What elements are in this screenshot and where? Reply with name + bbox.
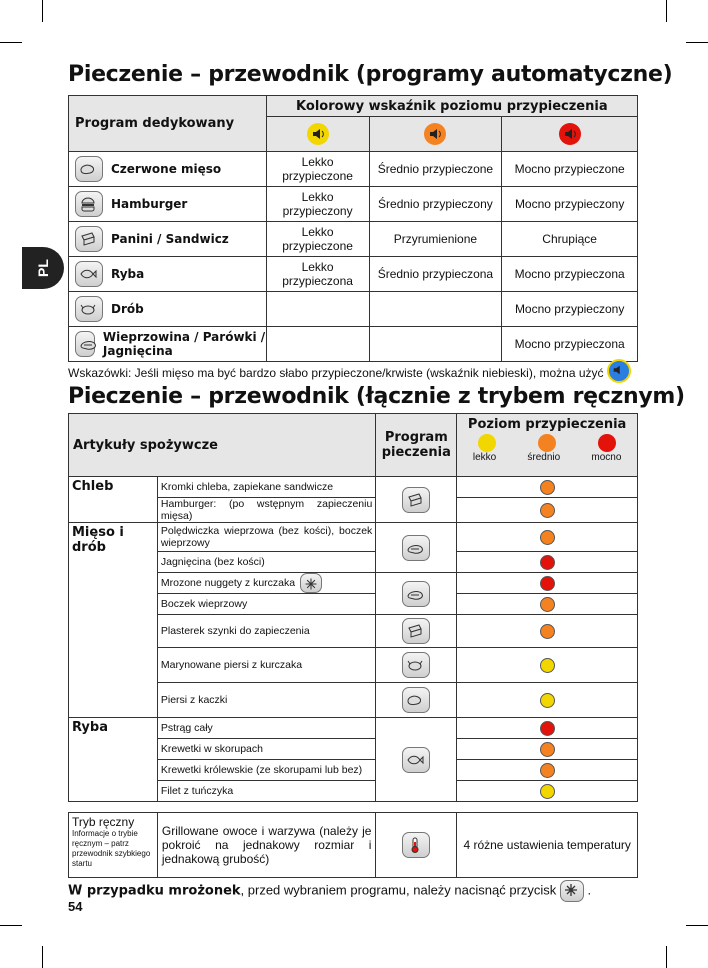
section2-title: Pieczenie – przewodnik (łącznie z trybem ręcznym): [68, 384, 685, 409]
light-level-text: [266, 292, 369, 327]
program-row: [69, 222, 638, 257]
page-number: 54: [68, 899, 83, 914]
medium-level-dot: [540, 742, 555, 757]
col-level-title: Poziom przypieczenia: [467, 417, 627, 432]
medium-level-text: Średnio przypieczony: [369, 187, 502, 222]
food-item: Mrozone nuggety z kurczaka: [157, 573, 375, 594]
level-cell: [457, 760, 638, 781]
manual-program-cell: [376, 813, 457, 878]
program-name: Drób: [111, 302, 144, 316]
medium-level-text: Przyrumienione: [369, 222, 502, 257]
level-cell: [457, 573, 638, 594]
poultry-icon: [75, 296, 103, 322]
program-cell: [69, 222, 267, 257]
medium-level-dot: [540, 530, 555, 545]
level-cell: [457, 648, 638, 683]
food-row: [69, 718, 638, 739]
program-cell: [69, 257, 267, 292]
program-cell: [376, 615, 457, 648]
food-item: Kromki chleba, zapiekane sandwicze: [157, 477, 375, 498]
program-name: Czerwone mięso: [111, 162, 222, 176]
program-name: Hamburger: [111, 197, 188, 211]
light-level-dot: [540, 784, 555, 799]
program-cell: [376, 477, 457, 523]
food-group: Mięso i drób: [69, 523, 158, 718]
level-cell: [457, 594, 638, 615]
strong-level-icon: [598, 434, 616, 452]
light-level-icon: [478, 434, 496, 452]
program-row: [69, 292, 638, 327]
food-item: Polędwiczka wieprzowa (bez kości), boczek wieprzowy: [157, 523, 375, 552]
sandwich-icon: [75, 226, 103, 252]
food-item: Krewetki w skorupach: [157, 739, 375, 760]
light-level-text: Lekko przypieczone: [266, 152, 369, 187]
level-cell: [457, 523, 638, 552]
strong-level-dot: [540, 576, 555, 591]
program-name: Wieprzowina / Parówki / Jagnięcina: [102, 330, 266, 358]
program-cell: [376, 523, 457, 573]
indicator-strong: [502, 117, 638, 152]
food-item: Piersi z kaczki: [157, 683, 375, 718]
program-row: [69, 187, 638, 222]
medium-level-dot: [540, 763, 555, 778]
food-group: Ryba: [69, 718, 158, 802]
snowflake-icon: [300, 573, 322, 593]
footer-end: .: [587, 882, 592, 898]
level-label-light: lekko: [472, 452, 497, 463]
poultry-icon: [402, 652, 430, 678]
indicator-medium: [369, 117, 502, 152]
manual-result: 4 różne ustawienia temperatury: [457, 813, 638, 878]
language-tab: [22, 247, 64, 289]
food-group: Chleb: [69, 477, 158, 523]
crop-mark: [666, 0, 667, 22]
snowflake-button-icon: [560, 880, 584, 902]
meat-icon: [402, 687, 430, 713]
program-row: [69, 257, 638, 292]
manual-guide-table: [68, 413, 638, 802]
medium-level-dot: [540, 624, 555, 639]
level-label-strong: mocno: [591, 452, 622, 463]
level-cell: [457, 781, 638, 802]
strong-level-dot: [540, 555, 555, 570]
manual-description: Grillowane owoce i warzywa (należy je pokroić na jednakowy rozmiar i jednakową grubość): [157, 813, 376, 878]
manual-mode-cell: [69, 813, 158, 878]
food-item: Hamburger: (po wstępnym zapieczeniu mięsa): [157, 498, 375, 523]
footer-text: , przed wybraniem programu, należy nacisnąć przycisk: [240, 882, 557, 898]
section1-title: Pieczenie – przewodnik (programy automatyczne): [68, 62, 673, 87]
pork-icon: [75, 331, 95, 357]
level-cell: [457, 739, 638, 760]
food-item: Plasterek szynki do zapieczenia: [157, 615, 375, 648]
pork-icon: [402, 581, 430, 607]
col-program-header2: Program pieczenia: [376, 414, 457, 477]
program-cell: [69, 292, 267, 327]
pork-icon: [402, 535, 430, 561]
program-cell: [376, 573, 457, 615]
strong-level-text: Chrupiące: [502, 222, 638, 257]
food-item: Marynowane piersi z kurczaka: [157, 648, 375, 683]
medium-level-icon: [538, 434, 556, 452]
level-label-medium: średnio: [527, 452, 561, 463]
manual-title: Tryb ręczny: [72, 815, 135, 829]
strong-level-text: Mocno przypieczony: [502, 187, 638, 222]
light-level-text: [266, 327, 369, 362]
program-cell: [376, 683, 457, 718]
thermometer-icon: [402, 832, 430, 858]
manual-mode-table: [68, 812, 638, 878]
light-level-dot: [540, 693, 555, 708]
medium-level-text: [369, 327, 502, 362]
food-item: Jagnięcina (bez kości): [157, 552, 375, 573]
cold-level-icon: [607, 359, 631, 383]
meat-icon: [75, 156, 103, 182]
crop-mark: [0, 42, 22, 43]
col-food-header: Artykuły spożywcze: [69, 414, 376, 477]
medium-level-text: Średnio przypieczona: [369, 257, 502, 292]
light-level-text: Lekko przypieczone: [266, 222, 369, 257]
medium-level-icon: [424, 123, 446, 145]
strong-level-dot: [540, 721, 555, 736]
level-cell: [457, 683, 638, 718]
food-item: Filet z tuńczyka: [157, 781, 375, 802]
crop-mark: [686, 42, 708, 43]
strong-level-text: Mocno przypieczone: [502, 152, 638, 187]
food-item: Boczek wieprzowy: [157, 594, 375, 615]
program-cell: [376, 718, 457, 802]
fish-icon: [402, 747, 430, 773]
crop-mark: [42, 0, 43, 22]
frozen-marker: [297, 577, 322, 589]
program-row: [69, 327, 638, 362]
sandwich-icon: [402, 487, 430, 513]
level-cell: [457, 552, 638, 573]
crop-mark: [666, 946, 667, 968]
level-cell: [457, 498, 638, 523]
light-level-icon: [307, 123, 329, 145]
program-cell: [69, 327, 267, 362]
medium-level-text: [369, 292, 502, 327]
col-level-header: [457, 414, 638, 477]
footer-bold: W przypadku mrożonek: [68, 883, 241, 899]
program-row: [69, 152, 638, 187]
crop-mark: [42, 946, 43, 968]
medium-level-dot: [540, 597, 555, 612]
hint-text: [68, 359, 631, 383]
medium-level-dot: [540, 480, 555, 495]
fish-icon: [75, 261, 103, 287]
hint-label: Wskazówki: Jeśli mięso ma być bardzo słabo przypieczone/krwiste (wskaźnik niebieski), można użyć: [68, 366, 604, 380]
light-level-dot: [540, 658, 555, 673]
crop-mark: [686, 925, 708, 926]
program-cell: [69, 152, 267, 187]
col-program-header: Program dedykowany: [69, 96, 267, 152]
strong-level-text: Mocno przypieczona: [502, 257, 638, 292]
auto-programs-table: [68, 95, 638, 362]
crop-mark: [0, 925, 22, 926]
strong-level-text: Mocno przypieczony: [502, 292, 638, 327]
program-name: Panini / Sandwicz: [111, 232, 229, 246]
strong-level-icon: [559, 123, 581, 145]
indicator-light: [266, 117, 369, 152]
col-indicator-header: Kolorowy wskaźnik poziomu przypieczenia: [266, 96, 637, 117]
sandwich-icon: [402, 618, 430, 644]
program-name: Ryba: [111, 267, 145, 281]
food-item: Pstrąg cały: [157, 718, 375, 739]
medium-level-dot: [540, 503, 555, 518]
light-level-text: Lekko przypieczona: [266, 257, 369, 292]
level-cell: [457, 718, 638, 739]
level-cell: [457, 477, 638, 498]
food-row: [69, 477, 638, 498]
footer-note: [68, 880, 591, 902]
light-level-text: Lekko przypieczony: [266, 187, 369, 222]
hamburger-icon: [75, 191, 103, 217]
food-row: [69, 523, 638, 552]
medium-level-text: Średnio przypieczone: [369, 152, 502, 187]
program-cell: [376, 648, 457, 683]
strong-level-text: Mocno przypieczona: [502, 327, 638, 362]
level-cell: [457, 615, 638, 648]
program-cell: [69, 187, 267, 222]
language-tab-label: PL: [34, 259, 51, 277]
manual-note: Informacje o trybie ręcznym – patrz przewodnik szybkiego startu: [72, 829, 151, 868]
food-item: Krewetki królewskie (ze skorupami lub bez): [157, 760, 375, 781]
